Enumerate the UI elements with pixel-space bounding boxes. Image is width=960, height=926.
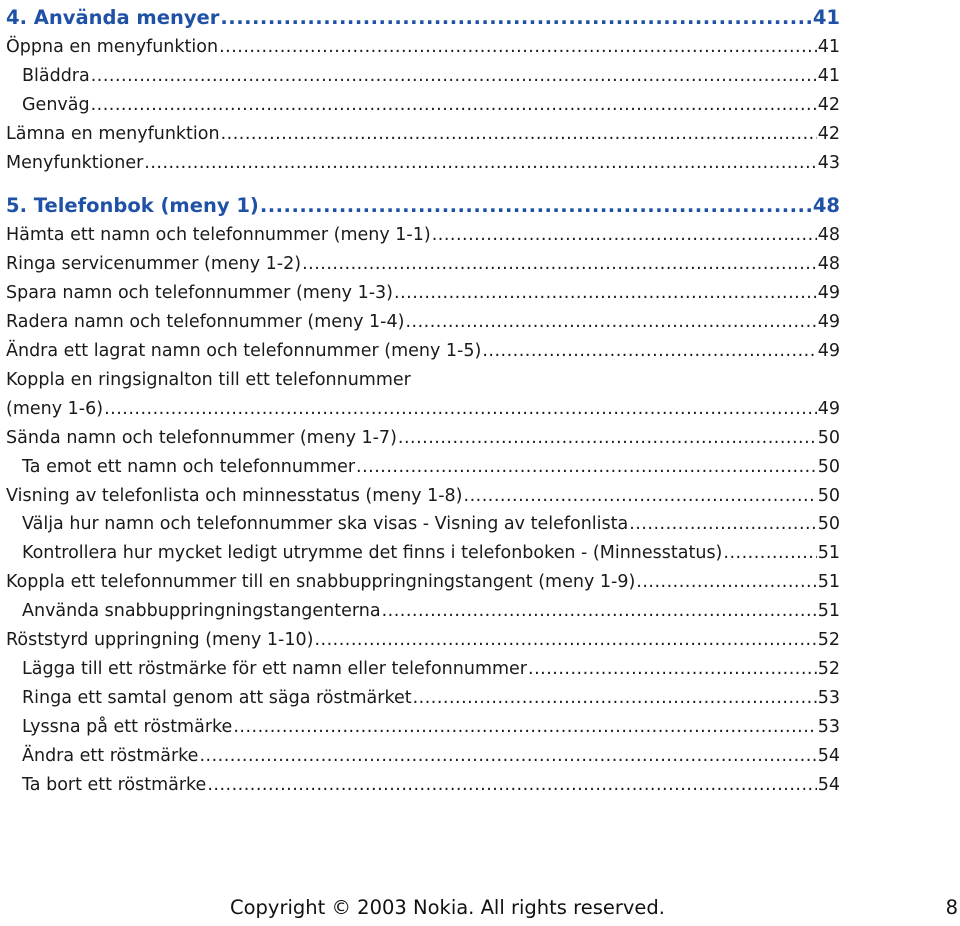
- toc-entry-title: Öppna en menyfunktion: [6, 36, 219, 57]
- toc-entry[interactable]: [6, 510, 840, 539]
- table-of-contents: [6, 4, 840, 799]
- toc-entry-page: 52: [817, 658, 840, 679]
- toc-entry-title: Ändra ett röstmärke: [22, 745, 199, 766]
- toc-entry[interactable]: [6, 742, 840, 771]
- dot-leader: [260, 192, 812, 221]
- dot-leader: [207, 771, 816, 800]
- toc-entry[interactable]: [6, 120, 840, 149]
- toc-entry-page: 53: [817, 716, 840, 737]
- toc-entry-title: Lyssna på ett röstmärke: [22, 716, 233, 737]
- toc-entry[interactable]: [6, 424, 840, 453]
- toc-entry-page: 53: [817, 687, 840, 708]
- toc-entry[interactable]: [6, 33, 840, 62]
- dot-leader: [629, 510, 816, 539]
- dot-leader: [482, 337, 816, 366]
- toc-heading-chapter-4[interactable]: [6, 4, 840, 33]
- toc-heading-title: 4. Använda menyer: [6, 6, 220, 29]
- dot-leader: [636, 568, 816, 597]
- toc-entry-title: Visning av telefonlista och minnesstatus (meny 1-8): [6, 485, 463, 506]
- toc-heading-page: 41: [812, 6, 840, 29]
- toc-heading-title: 5. Telefonbok (meny 1): [6, 194, 259, 218]
- toc-entry-page: 49: [817, 312, 840, 333]
- page-number: 8: [945, 896, 958, 919]
- dot-leader: [413, 684, 817, 713]
- toc-entry-title: Använda snabbuppringningstangenterna: [22, 601, 381, 622]
- toc-entry-title: Ta bort ett röstmärke: [22, 774, 207, 795]
- dot-leader: [144, 149, 816, 178]
- toc-entry-title: Radera namn och telefonnummer (meny 1-4): [6, 312, 405, 333]
- toc-entry-title: Hämta ett namn och telefonnummer (meny 1-1): [6, 225, 431, 246]
- dot-leader: [314, 626, 816, 655]
- toc-entry-title: Genväg: [22, 94, 90, 115]
- toc-entry[interactable]: [6, 626, 840, 655]
- toc-entry-page: 50: [817, 456, 840, 477]
- toc-entry-page: 48: [817, 225, 840, 246]
- toc-entry-title: Välja hur namn och telefonnummer ska visas - Visning av telefonlista: [22, 514, 629, 535]
- toc-entry-title: Kontrollera hur mycket ledigt utrymme det finns i telefonboken - (Minnesstatus): [22, 543, 723, 564]
- toc-entry-title: Lägga till ett röstmärke för ett namn eller telefonnummer: [22, 658, 528, 679]
- toc-entry[interactable]: [6, 713, 840, 742]
- toc-entry-page: 52: [817, 630, 840, 651]
- dot-leader: [405, 308, 816, 337]
- toc-entry-first-line[interactable]: Koppla en ringsignalton till ett telefonnummer: [6, 369, 411, 390]
- toc-entry-page: 42: [817, 94, 840, 115]
- toc-heading-page: 48: [812, 194, 840, 218]
- toc-entry-title: Lämna en menyfunktion: [6, 123, 220, 144]
- dot-leader: [199, 742, 816, 771]
- toc-entry[interactable]: [6, 482, 840, 511]
- dot-leader: [91, 91, 817, 120]
- toc-entry-page: 50: [817, 514, 840, 535]
- toc-entry[interactable]: [6, 539, 840, 568]
- dot-leader: [233, 713, 816, 742]
- toc-entry[interactable]: [6, 308, 840, 337]
- toc-entry-page: 41: [817, 36, 840, 57]
- toc-entry-page: 50: [817, 485, 840, 506]
- toc-entry-title: Spara namn och telefonnummer (meny 1-3): [6, 283, 393, 304]
- copyright-footer: Copyright © 2003 Nokia. All rights reserved.: [230, 896, 665, 919]
- toc-entry-title: Ändra ett lagrat namn och telefonnummer (meny 1-5): [6, 340, 482, 361]
- dot-leader: [394, 279, 817, 308]
- dot-leader: [528, 655, 817, 684]
- toc-entry-page: 49: [817, 283, 840, 304]
- dot-leader: [723, 539, 816, 568]
- dot-leader: [221, 120, 817, 149]
- toc-entry[interactable]: [6, 337, 840, 366]
- toc-entry-title: Menyfunktioner: [6, 152, 144, 173]
- dot-leader: [302, 250, 817, 279]
- toc-entry[interactable]: [6, 91, 840, 120]
- toc-entry-title: Ringa ett samtal genom att säga röstmärket: [22, 687, 412, 708]
- toc-entry-page: 43: [817, 152, 840, 173]
- toc-entry-page: 50: [817, 427, 840, 448]
- toc-entry[interactable]: [6, 149, 840, 178]
- toc-entry-page: 54: [817, 774, 840, 795]
- toc-heading-chapter-5[interactable]: [6, 192, 840, 221]
- toc-entry[interactable]: [6, 655, 840, 684]
- toc-entry-page: 51: [817, 543, 840, 564]
- toc-entry-page: 48: [817, 254, 840, 275]
- toc-entry[interactable]: [6, 453, 840, 482]
- toc-entry[interactable]: [6, 597, 840, 626]
- toc-entry-page: 51: [817, 601, 840, 622]
- toc-entry-title: Ta emot ett namn och telefonnummer: [22, 456, 356, 477]
- dot-leader: [219, 33, 817, 62]
- toc-entry[interactable]: [6, 771, 840, 800]
- toc-entry-page: 49: [817, 398, 840, 419]
- toc-entry[interactable]: [6, 395, 840, 424]
- toc-entry-page: 49: [817, 340, 840, 361]
- toc-entry-page: 41: [817, 65, 840, 86]
- dot-leader: [382, 597, 817, 626]
- dot-leader: [104, 395, 817, 424]
- toc-entry[interactable]: [6, 62, 840, 91]
- dot-leader: [398, 424, 817, 453]
- toc-entry-title: Koppla ett telefonnummer till en snabbuppringningstangent (meny 1-9): [6, 572, 636, 593]
- toc-entry-title: Ringa servicenummer (meny 1-2): [6, 254, 302, 275]
- toc-entry-page: 51: [817, 572, 840, 593]
- dot-leader: [220, 4, 811, 33]
- toc-entry-page: 54: [817, 745, 840, 766]
- toc-entry-title: Röststyrd uppringning (meny 1-10): [6, 630, 314, 651]
- dot-leader: [432, 221, 817, 250]
- dot-leader: [464, 482, 817, 511]
- toc-entry-title: Sända namn och telefonnummer (meny 1-7): [6, 427, 397, 448]
- toc-entry-page: 42: [817, 123, 840, 144]
- toc-entry[interactable]: [6, 221, 840, 250]
- toc-entry[interactable]: [6, 684, 840, 713]
- toc-entry-title: Bläddra: [22, 65, 90, 86]
- toc-entry[interactable]: [6, 279, 840, 308]
- dot-leader: [91, 62, 817, 91]
- toc-entry-title: (meny 1-6): [6, 398, 104, 419]
- toc-entry[interactable]: [6, 568, 840, 597]
- dot-leader: [356, 453, 817, 482]
- toc-entry[interactable]: [6, 250, 840, 279]
